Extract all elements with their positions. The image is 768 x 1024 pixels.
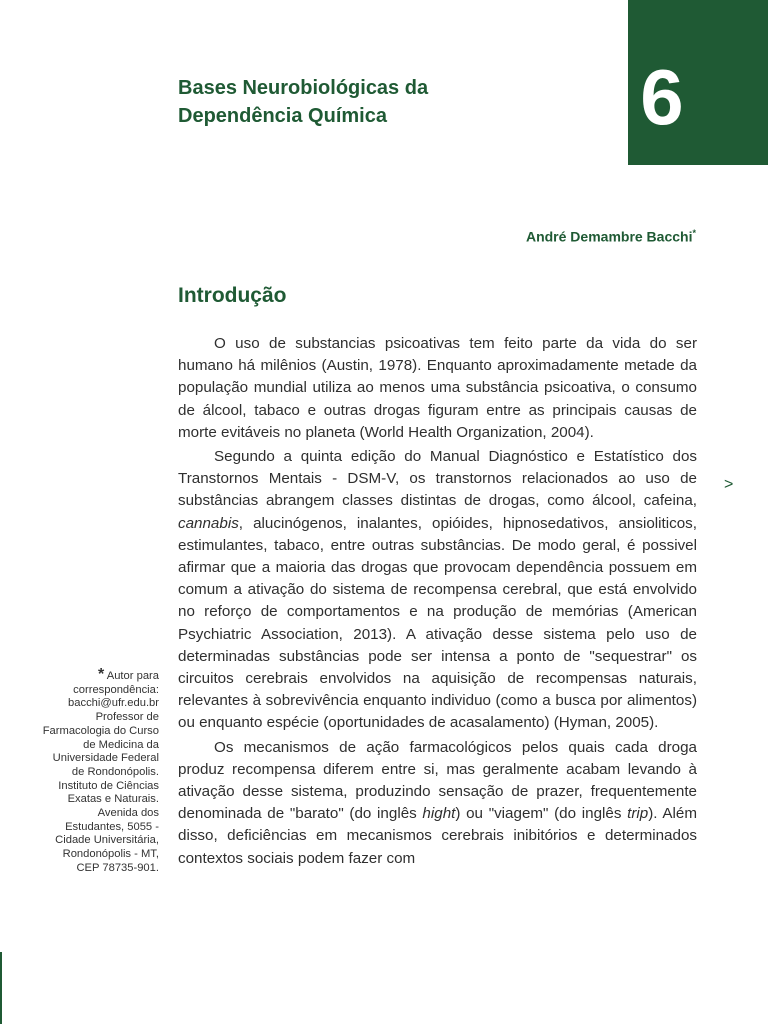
section-heading: Introdução <box>178 284 287 307</box>
chapter-number-box <box>628 0 768 165</box>
footnote-text: Autor para correspondência: bacchi@ufr.edu.br Professor de Farmacologia do Curso de Medicina da Universidade Federal de Rondonópolis. Instituto de Ciências Exatas e Naturais. Avenida dos Estudantes, 5055 - Cidade Universitária, Rondonópolis - MT, CEP 78735-901. <box>42 670 159 874</box>
paragraph-3-text-b: ) ou "viagem" (do inglês <box>455 805 628 823</box>
footnote-star: * <box>98 666 105 683</box>
next-page-arrow-icon[interactable]: > <box>724 476 734 493</box>
body-text <box>178 333 697 872</box>
author-footnote-mark: * <box>692 228 696 238</box>
paragraph-2 <box>178 446 697 735</box>
left-margin-rule <box>0 952 2 1024</box>
author-byline <box>526 228 696 245</box>
paragraph-3-italic-2: trip <box>627 805 649 823</box>
paragraph-2-text-a: Segundo a quinta edição do Manual Diagnóstico e Estatístico dos Transtornos Mentais - DSM-V, os transtornos relacionados ao uso de substâncias abrangem classes distintas de drogas, como álcool, cafeina, <box>178 448 697 510</box>
chapter-title-line2: Dependência Química <box>178 105 387 127</box>
paragraph-2-italic: cannabis <box>178 514 239 532</box>
paragraph-3-italic-1: hight <box>422 805 456 823</box>
paragraph-3-text-a: Os mecanismos de ação farmacológicos pelos quais cada droga produz recompensa diferem entre si, mas geralmente acabam levando à ativação desse sistema, produzindo sensação de prazer, frequentemente denominada de "barato" (do inglês <box>178 738 697 823</box>
author-name: André Demambre Bacchi <box>525 228 693 245</box>
author-footnote <box>40 668 159 876</box>
chapter-title <box>178 74 598 130</box>
paragraph-3-text-c: ). Além disso, deficiências em mecanismos cerebrais inibitórios e determinados contextos sociais podem fazer com <box>178 805 697 867</box>
paragraph-3 <box>178 737 697 870</box>
chapter-title-line1: Bases Neurobiológicas da <box>178 77 429 99</box>
paragraph-2-text-b: , alucinógenos, inalantes, opióides, hipnosedativos, ansioliticos, estimulantes, tabaco, entre outras substâncias. De modo geral, é possivel afirmar que a maioria das drogas que provocam dependência possuem em comum a ativação do sistema de recompensa cerebral, que está envolvido no reforço de comportamentos e na produção de memórias (American Psychiatric Association, 2013). A ativação desse sistema pelo uso de determinadas substâncias pode ser intensa a ponto de "sequestrar" os circuitos cerebrais envolvidos na aquisição de recompensas naturais, relevantes à sobrevivência enquanto individuo (como a busca por alimentos) ou enquanto espécie (oportunidades de acasalamento) (Hyman, 2005). <box>178 514 697 732</box>
paragraph-1: O uso de substancias psicoativas tem feito parte da vida do ser humano há milênios (Austin, 1978). Enquanto aproximadamente metade da população mundial utiliza ao menos uma substância psicoativa, o consumo de álcool, tabaco e outras drogas figuram entre as principais causas de morte evitáveis no planeta (World Health Organization, 2004). <box>178 335 697 441</box>
chapter-number: 6 <box>640 53 684 141</box>
